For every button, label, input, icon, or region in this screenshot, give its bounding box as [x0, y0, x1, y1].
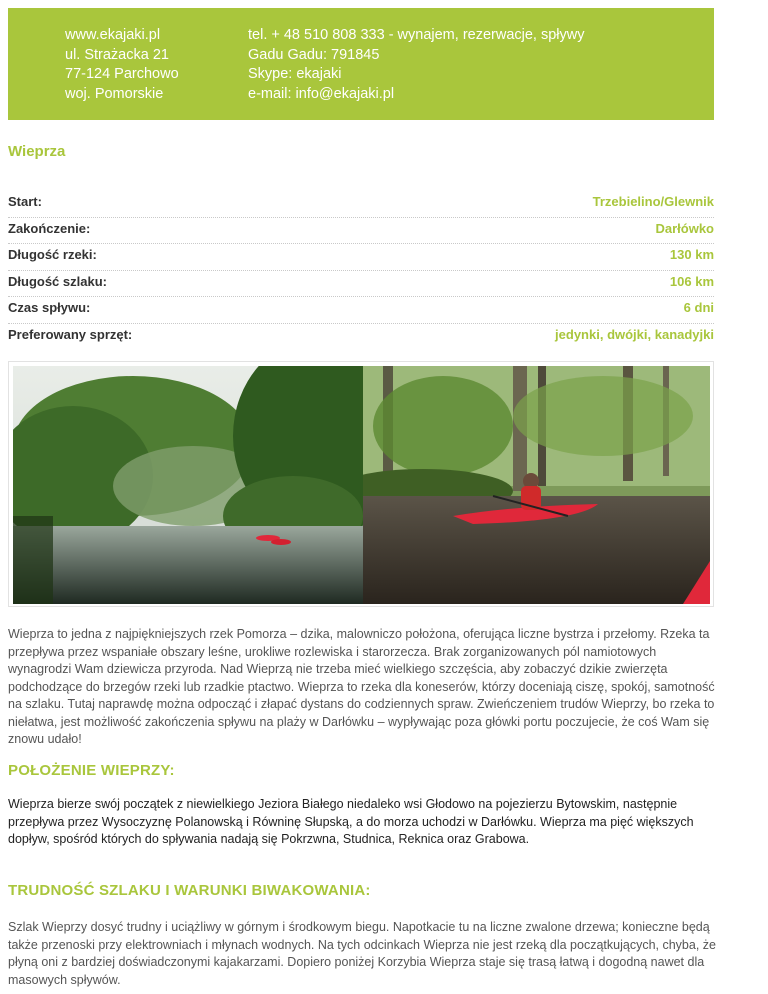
- spec-value: 106 km: [669, 273, 714, 289]
- region: woj. Pomorskie: [65, 85, 164, 102]
- contact-block: [248, 26, 585, 104]
- spec-value: jedynki, dwójki, kanadyjki: [555, 326, 714, 342]
- postal-city: 77-124 Parchowo: [65, 66, 179, 82]
- spec-label: Czas spływu:: [8, 300, 91, 315]
- spec-row-end: [8, 218, 714, 245]
- page-title: Wieprza: [8, 143, 66, 160]
- spec-value: 130 km: [669, 247, 714, 262]
- gadu-gadu-line: Gadu Gadu: 791845: [248, 46, 380, 63]
- spec-label: Zakończenie:: [8, 220, 91, 236]
- spec-row-duration: [8, 297, 714, 324]
- spec-label: Długość szlaku:: [8, 273, 107, 289]
- spec-label: Preferowany sprzęt:: [8, 326, 133, 342]
- address-block: [65, 26, 179, 104]
- spec-label: Start:: [8, 194, 42, 209]
- street-address: ul. Strażacka 21: [65, 46, 169, 63]
- spec-row-river-length: [8, 244, 714, 271]
- difficulty-text: Szlak Wieprzy dosyć trudny i uciążliwy w górnym i środkowym biegu. Napotkacie tu na liczne zwalone drzewa; konieczne będą także przenoski przy elektrowniach i młynach wodnych. Na tych odcinkach Wieprza nie jest rzeką dla początkujących, chyba, że płyną oni z bardziej doświadczonymi kajakarzami. Dopiero poniżej Korzybia Wieprza staje się trasą łatwą i dogodną nawet dla masowych spływów.: [8, 920, 716, 987]
- phone-line[interactable]: tel. + 48 510 808 333 - wynajem, rezerwacje, spływy: [248, 27, 585, 43]
- spec-row-equipment: [8, 324, 714, 350]
- river-description: Wieprza to jedna z najpiękniejszych rzek Pomorza – dzika, malowniczo położona, oferująca liczne bystrza i przełomy. Rzeka ta przepływa przez wspaniałe obszary leśne, urokliwe rozlewiska i starorzecza. Brak zorganizowanych pól namiotowych wynagrodzi Wam dziewicza przyroda. Nad Wieprzą nie trzeba mieć wielkiego szczęścia, aby zobaczyć dzikie zwierzęta podchodzące do brzegów rzeki lub rzadkie ptactwo. Wieprza to rzeka dla koneserów, którzy doceniają ciszę, spokój, samotność na szlaku. Tutaj naprawdę można odpocząć i złapać dystans do codziennych spraw. Zwieńczeniem trudów Wieprzy, bo rzeka to niełatwa, jest możliwość zakończenia spływu na plaży w Darłówku – wypływając poza główki portu poczujecie, że coś Wam się znowu udało!: [8, 627, 715, 746]
- spec-row-trail-length: [8, 271, 714, 298]
- spec-label: Długość rzeki:: [8, 247, 97, 262]
- misty-river-kayaks-photo[interactable]: [13, 366, 363, 604]
- skype-line[interactable]: Skype: ekajaki: [248, 66, 342, 82]
- contact-header: [8, 8, 714, 120]
- website-link[interactable]: www.ekajaki.pl: [65, 27, 161, 43]
- photo-gallery: [8, 361, 714, 607]
- spec-value: 6 dni: [683, 300, 714, 315]
- spec-value: Trzebielino/Glewnik: [592, 194, 714, 209]
- spec-row-start: [8, 191, 714, 218]
- spec-value: Darłówko: [655, 220, 714, 236]
- location-section-title: POŁOŻENIE WIEPRZY:: [8, 762, 175, 779]
- difficulty-section-title: TRUDNOŚĆ SZLAKU I WARUNKI BIWAKOWANIA:: [8, 882, 371, 899]
- kayaker-forest-river-photo[interactable]: [363, 366, 710, 604]
- location-text: Wieprza bierze swój początek z niewielkiego Jeziora Białego niedaleko wsi Głodowo na pojezierzu Bytowskim, następnie przepływa przez Wysoczyznę Polanowską i Równinę Słupską, a do morza uchodzi w Darłówku. Wieprza ma pięć większych dopływ, spośród których do spływania nadają się Pokrzwna, Studnica, Reknica oraz Grabowa.: [8, 797, 694, 846]
- route-specs-table: [8, 191, 714, 349]
- email-link[interactable]: e-mail: info@ekajaki.pl: [248, 85, 395, 102]
